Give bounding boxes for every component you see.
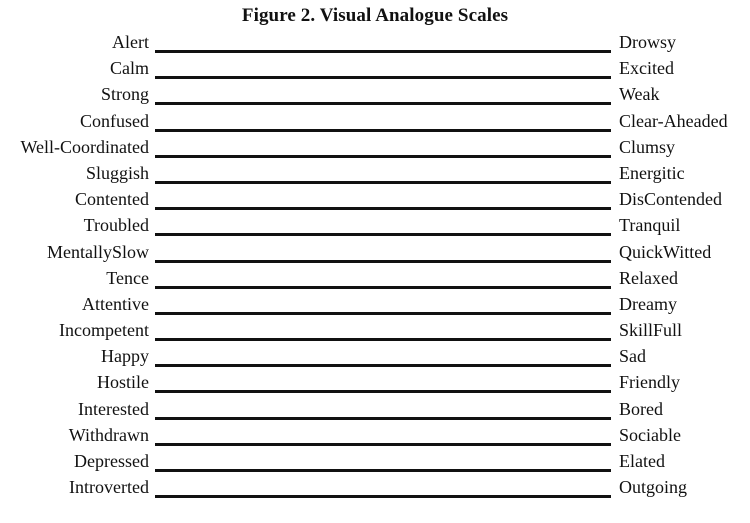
- scale-left-anchor: Sluggish: [85, 162, 149, 183]
- scale-left-anchor: Strong: [100, 84, 149, 105]
- scale-right-anchor: Bored: [619, 398, 663, 419]
- scale-line[interactable]: [155, 286, 611, 289]
- scale-right-anchor: Relaxed: [619, 267, 678, 288]
- scale-right-anchor: Dreamy: [619, 293, 677, 314]
- scale-left-anchor: Contented: [75, 189, 149, 210]
- scale-row: [0, 474, 750, 500]
- scale-row: [0, 81, 750, 107]
- scale-row: [0, 369, 750, 395]
- scale-row: [0, 265, 750, 291]
- scale-left-anchor: Happy: [101, 346, 149, 367]
- scale-left-anchor: Tence: [106, 267, 149, 288]
- scale-line[interactable]: [155, 312, 611, 315]
- scale-left-anchor: Troubled: [83, 215, 149, 236]
- scale-right-anchor: SkillFull: [619, 320, 683, 341]
- scale-right-anchor: Drowsy: [619, 32, 676, 52]
- scale-left-anchor: Introverted: [69, 477, 149, 498]
- scale-right-anchor: Excited: [619, 58, 674, 79]
- scale-right-anchor: Weak: [619, 84, 660, 105]
- scale-row: [0, 317, 750, 343]
- scale-row: [0, 134, 750, 160]
- scale-line[interactable]: [155, 390, 611, 393]
- scale-right-anchor: Energitic: [619, 162, 685, 183]
- scale-row: [0, 396, 750, 422]
- scale-left-anchor: Incompetent: [59, 320, 149, 341]
- scale-right-anchor: Friendly: [619, 372, 680, 393]
- scale-line[interactable]: [155, 443, 611, 446]
- scale-right-anchor: Outgoing: [619, 477, 688, 498]
- scale-row: [0, 291, 750, 317]
- scale-left-anchor: Depressed: [74, 451, 149, 471]
- scale-right-anchor: Sociable: [619, 424, 681, 445]
- scale-row: [0, 343, 750, 369]
- scale-line[interactable]: [155, 364, 611, 367]
- scale-left-anchor: Attentive: [82, 293, 149, 314]
- scale-line[interactable]: [155, 207, 611, 210]
- scale-line[interactable]: [155, 469, 611, 472]
- scale-right-anchor: Elated: [619, 451, 665, 471]
- scale-row: [0, 448, 750, 474]
- scale-left-anchor: Interested: [78, 398, 149, 419]
- scale-line[interactable]: [155, 50, 611, 53]
- scale-list: [0, 29, 750, 500]
- scale-row: [0, 29, 750, 55]
- scale-line[interactable]: [155, 233, 611, 236]
- scale-line[interactable]: [155, 260, 611, 263]
- scale-row: [0, 55, 750, 81]
- scale-line[interactable]: [155, 338, 611, 341]
- scale-line[interactable]: [155, 155, 611, 158]
- scale-right-anchor: Sad: [619, 346, 646, 367]
- scale-left-anchor: Calm: [110, 58, 149, 79]
- scale-row: [0, 212, 750, 238]
- scale-right-anchor: DisContended: [619, 189, 722, 210]
- scale-right-anchor: QuickWitted: [619, 241, 712, 262]
- scale-row: [0, 422, 750, 448]
- scale-line[interactable]: [155, 129, 611, 132]
- scale-left-anchor: Confused: [80, 110, 149, 131]
- scale-left-anchor: Well-Coordinated: [20, 136, 149, 157]
- scale-left-anchor: Hostile: [97, 372, 149, 393]
- scale-line[interactable]: [155, 102, 611, 105]
- scale-row: [0, 108, 750, 134]
- scale-left-anchor: Alert: [112, 32, 149, 52]
- scale-line[interactable]: [155, 76, 611, 79]
- scale-row: [0, 186, 750, 212]
- scale-left-anchor: Withdrawn: [68, 424, 149, 445]
- scale-right-anchor: Tranquil: [619, 215, 681, 236]
- scale-row: [0, 239, 750, 265]
- scale-line[interactable]: [155, 417, 611, 420]
- scale-line[interactable]: [155, 181, 611, 184]
- scale-line[interactable]: [155, 495, 611, 498]
- scale-right-anchor: Clear-Aheaded: [619, 110, 728, 131]
- scale-left-anchor: MentallySlow: [47, 241, 149, 262]
- scale-right-anchor: Clumsy: [619, 136, 676, 157]
- figure-title: Figure 2. Visual Analogue Scales: [241, 5, 509, 26]
- scale-row: [0, 160, 750, 186]
